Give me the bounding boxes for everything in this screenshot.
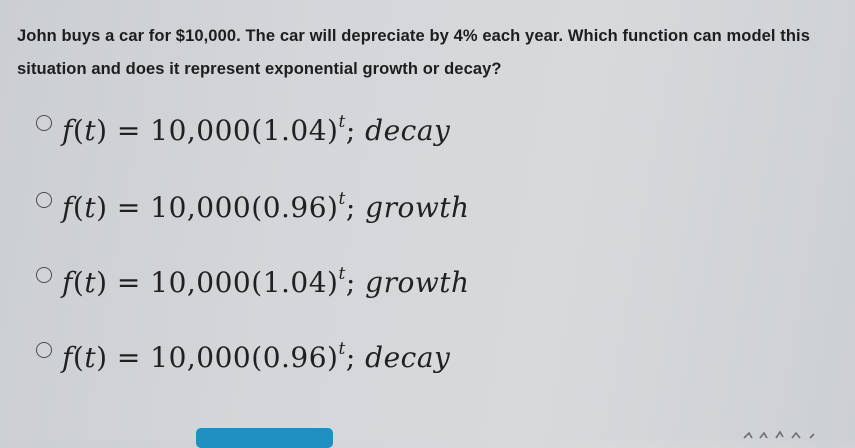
answer-option-1[interactable] <box>36 108 450 152</box>
question-text: John buys a car for $10,000. The car will depreciate by 4% each year. Which function can model this situation and does it represent exponential growth or decay? <box>17 27 810 78</box>
submit-button[interactable] <box>196 428 333 448</box>
radio-button-icon[interactable] <box>36 115 52 131</box>
radio-button-icon[interactable] <box>36 342 52 358</box>
option-formula: $f(t) = 10,000(0.96)^t$; growth <box>62 188 470 224</box>
partial-handwriting-mark <box>740 426 830 441</box>
radio-button-icon[interactable] <box>36 267 52 283</box>
answer-option-2[interactable] <box>36 185 470 229</box>
answer-option-3[interactable] <box>36 260 470 304</box>
option-formula: $f(t) = 10,000(1.04)^t$; decay <box>62 111 451 147</box>
radio-button-icon[interactable] <box>36 192 52 208</box>
answer-option-4[interactable] <box>36 335 450 379</box>
option-formula: $f(t) = 10,000(1.04)^t$; growth <box>62 263 470 299</box>
option-formula: $f(t) = 10,000(0.96)^t$; decay <box>62 338 451 374</box>
